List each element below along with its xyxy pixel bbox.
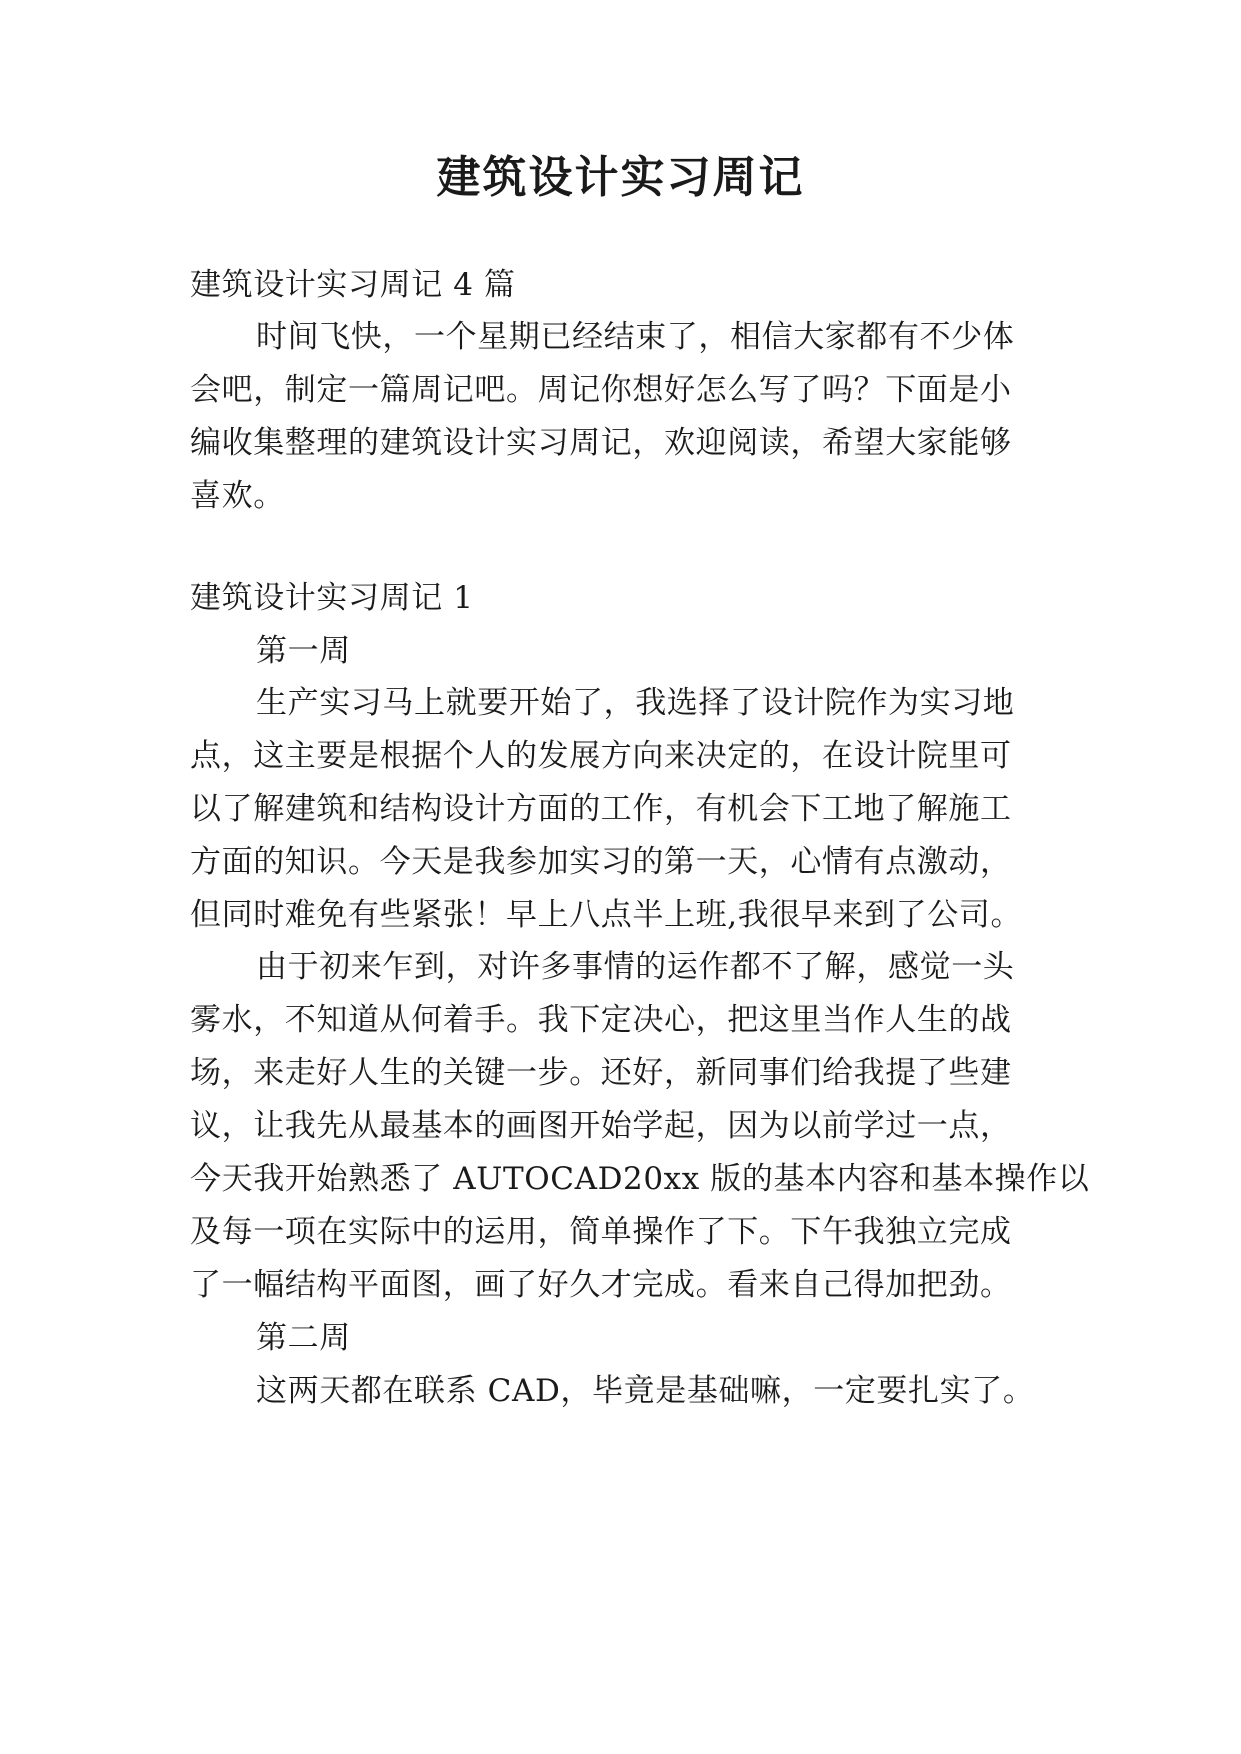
week1-para1-line-1: 生产实习马上就要开始了，我选择了设计院作为实习地 [256,685,1015,721]
document-title: 建筑设计实习周记 [436,152,805,203]
week1-para2-line-5: 今天我开始熟悉了 AUTOCAD20xx 版的基本内容和基本操作以 [190,1161,1090,1197]
week1-para2-line-1: 由于初来乍到，对许多事情的运作都不了解，感觉一头 [256,949,1015,985]
intro-line-2: 会吧，制定一篇周记吧。周记你想好怎么写了吗？下面是小 [190,372,1012,408]
week1-para2-line-3: 场，来走好人生的关键一步。还好，新同事们给我提了些建 [190,1055,1012,1091]
week1-para1-line-5: 但同时难免有些紧张！早上八点半上班,我很早来到了公司。 [190,897,1023,933]
week2-heading: 第二周 [256,1320,351,1356]
week1-heading: 第一周 [256,633,351,669]
section-heading: 建筑设计实习周记 1 [190,580,474,616]
week2-para1-line-1: 这两天都在联系 CAD，毕竟是基础嘛，一定要扎实了。 [256,1373,1035,1409]
week1-para2-line-7: 了一幅结构平面图，画了好久才完成。看来自己得加把劲。 [190,1267,1012,1303]
document-subtitle: 建筑设计实习周记 4 篇 [190,267,516,303]
week1-para2-line-4: 议，让我先从最基本的画图开始学起，因为以前学过一点， [190,1108,1012,1144]
week1-para2-line-2: 雾水，不知道从何着手。我下定决心，把这里当作人生的战 [190,1002,1012,1038]
week1-para1-line-2: 点，这主要是根据个人的发展方向来决定的，在设计院里可 [190,738,1012,774]
intro-line-3: 编收集整理的建筑设计实习周记，欢迎阅读，希望大家能够 [190,425,1012,461]
week1-para1-line-4: 方面的知识。今天是我参加实习的第一天，心情有点激动， [190,844,1012,880]
intro-line-1: 时间飞快，一个星期已经结束了，相信大家都有不少体 [256,319,1015,355]
week1-para1-line-3: 以了解建筑和结构设计方面的工作，有机会下工地了解施工 [190,791,1012,827]
week1-para2-line-6: 及每一项在实际中的运用，简单操作了下。下午我独立完成 [190,1214,1012,1250]
intro-line-4: 喜欢。 [190,478,285,514]
